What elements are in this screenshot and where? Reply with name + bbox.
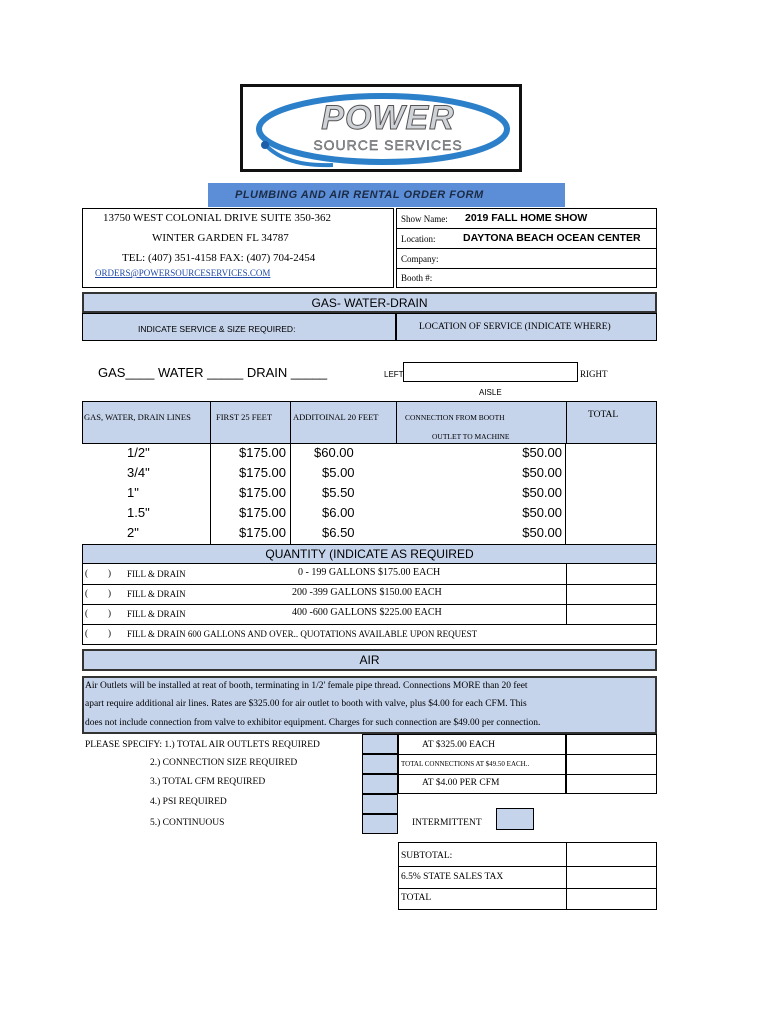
specify-4-label: 4.) PSI REQUIRED	[150, 797, 227, 807]
specify-1-label: PLEASE SPECIFY: 1.) TOTAL AIR OUTLETS REQUIRED	[85, 740, 320, 750]
air-outlets-input[interactable]	[362, 734, 398, 754]
show-name-value[interactable]: 2019 FALL HOME SHOW	[465, 212, 588, 224]
specify-3-label: 3.) TOTAL CFM REQUIRED	[150, 777, 266, 787]
tax-label: 6.5% STATE SALES TAX	[401, 872, 504, 882]
subtotal-label: SUBTOTAL:	[401, 851, 453, 861]
row-first: $175.00	[239, 525, 286, 540]
row-size: 1"	[127, 485, 139, 500]
quantity-desc: 200 -399 GALLONS $150.00 EACH	[292, 587, 442, 598]
subtotal-field[interactable]	[567, 843, 656, 865]
row-add: $60.00	[314, 445, 354, 460]
row-first: $175.00	[239, 505, 286, 520]
quantity-title: QUANTITY (INDICATE AS REQUIRED	[82, 544, 657, 564]
quantity-row[interactable]	[82, 624, 657, 644]
email-link[interactable]: ORDERS@POWERSOURCESERVICES.COM	[95, 268, 271, 278]
specify-5-label: 5.) CONTINUOUS	[150, 818, 225, 828]
quantity-desc: 400 -600 GALLONS $225.00 EACH	[292, 607, 442, 618]
header-connection: CONNECTION FROM BOOTH	[405, 413, 505, 422]
paren-open: (	[85, 628, 88, 638]
row-conn: $50.00	[522, 465, 562, 480]
table-row	[82, 504, 657, 524]
row-conn: $50.00	[522, 505, 562, 520]
show-name-label: Show Name:	[401, 214, 448, 224]
logo-box	[240, 84, 522, 172]
logo-line1: POWER	[321, 99, 455, 137]
table-row	[82, 484, 657, 504]
row-conn: $50.00	[522, 485, 562, 500]
row-add: $6.50	[322, 525, 355, 540]
quantity-row[interactable]	[82, 584, 566, 604]
row-add: $5.00	[322, 465, 355, 480]
booth-label: Booth #:	[401, 273, 433, 283]
row-conn: $50.00	[522, 525, 562, 540]
table-row	[82, 444, 657, 464]
paren-open: (	[85, 608, 88, 618]
row-size: 1.5"	[127, 505, 150, 520]
connection-total[interactable]	[567, 755, 656, 773]
header-outlet: OUTLET TO MACHINE	[432, 432, 510, 441]
location-value[interactable]: DAYTONA BEACH OCEAN CENTER	[463, 232, 641, 244]
connection-size-input[interactable]	[362, 754, 398, 774]
row-first: $175.00	[239, 445, 286, 460]
gas-water-drain-line[interactable]: GAS____ WATER _____ DRAIN _____	[98, 365, 328, 380]
right-label: RIGHT	[580, 369, 608, 379]
quantity-desc: 0 - 199 GALLONS $175.00 EACH	[298, 567, 441, 578]
air-title: AIR	[82, 649, 657, 671]
address-phone: TEL: (407) 351-4158 FAX: (407) 704-2454	[122, 252, 316, 264]
table-row	[82, 464, 657, 484]
specify-1-rate: AT $325.00 EACH	[422, 740, 495, 750]
air-p2: apart require additional air lines. Rates are $325.00 for air outlet to booth with valve, plus $4.00 for each CFM. This	[85, 699, 527, 709]
location-of-service-label: LOCATION OF SERVICE (INDICATE WHERE)	[396, 313, 657, 341]
header-lines: GAS, WATER, DRAIN LINES	[84, 412, 191, 422]
total-label: TOTAL	[401, 893, 432, 903]
cfm-total[interactable]	[567, 775, 656, 793]
form-title: PLUMBING AND AIR RENTAL ORDER FORM	[208, 183, 565, 207]
row-conn: $50.00	[522, 445, 562, 460]
intermittent-label: INTERMITTENT	[412, 818, 482, 828]
logo-line2: SOURCE SERVICES	[313, 137, 463, 153]
company-label: Company:	[401, 254, 439, 264]
address-street: 13750 WEST COLONIAL DRIVE SUITE 350-362	[103, 212, 332, 224]
header-first25: FIRST 25 FEET	[216, 412, 273, 422]
quantity-label: FILL & DRAIN 600 GALLONS AND OVER.. QUOTATIONS AVAILABLE UPON REQUEST	[127, 629, 478, 639]
gas-section-title: GAS- WATER-DRAIN	[82, 292, 657, 313]
table-row	[82, 524, 657, 544]
paren-open: (	[85, 568, 88, 578]
row-first: $175.00	[239, 465, 286, 480]
paren-open: (	[85, 588, 88, 598]
air-p1: Air Outlets will be installed at reat of booth, terminating in 1/2' female pipe thread. Connections MORE than 20 feet	[85, 681, 528, 691]
booth-field[interactable]	[450, 269, 655, 287]
quantity-row[interactable]	[82, 604, 566, 624]
quantity-label: FILL & DRAIN	[127, 609, 186, 619]
psi-input[interactable]	[362, 794, 398, 814]
row-add: $5.50	[322, 485, 355, 500]
specify-3-rate: AT $4.00 PER CFM	[422, 778, 500, 788]
paren-close: )	[108, 608, 111, 618]
row-size: 1/2"	[127, 445, 150, 460]
aisle-label: AISLE	[479, 388, 502, 397]
quantity-row[interactable]	[82, 564, 566, 584]
paren-close: )	[108, 628, 111, 638]
total-field[interactable]	[567, 889, 656, 909]
row-first: $175.00	[239, 485, 286, 500]
row-size: 2"	[127, 525, 139, 540]
header-additional: ADDITOINAL 20 FEET	[293, 412, 379, 422]
quantity-label: FILL & DRAIN	[127, 589, 186, 599]
row-add: $6.00	[322, 505, 355, 520]
quantity-label: FILL & DRAIN	[127, 569, 186, 579]
location-input[interactable]	[403, 362, 578, 382]
company-field[interactable]	[450, 250, 655, 267]
intermittent-input[interactable]	[496, 808, 534, 830]
paren-close: )	[108, 568, 111, 578]
continuous-input[interactable]	[362, 814, 398, 834]
air-p3: does not include connection from valve to exhibitor equipment. Charges for such connection are $49.00 per connection.	[85, 718, 541, 728]
indicate-service-label: INDICATE SERVICE & SIZE REQUIRED:	[82, 313, 396, 341]
left-label: LEFT	[384, 370, 404, 379]
location-label: Location:	[401, 234, 436, 244]
specify-2-rate: TOTAL CONNECTIONS AT $49.50 EACH..	[401, 760, 530, 768]
cfm-input[interactable]	[362, 774, 398, 794]
specify-2-label: 2.) CONNECTION SIZE REQUIRED	[150, 758, 298, 768]
row-size: 3/4"	[127, 465, 150, 480]
address-city: WINTER GARDEN FL 34787	[152, 232, 289, 244]
header-total: TOTAL	[588, 410, 619, 420]
paren-close: )	[108, 588, 111, 598]
air-outlets-total[interactable]	[567, 735, 656, 753]
tax-field[interactable]	[567, 867, 656, 887]
